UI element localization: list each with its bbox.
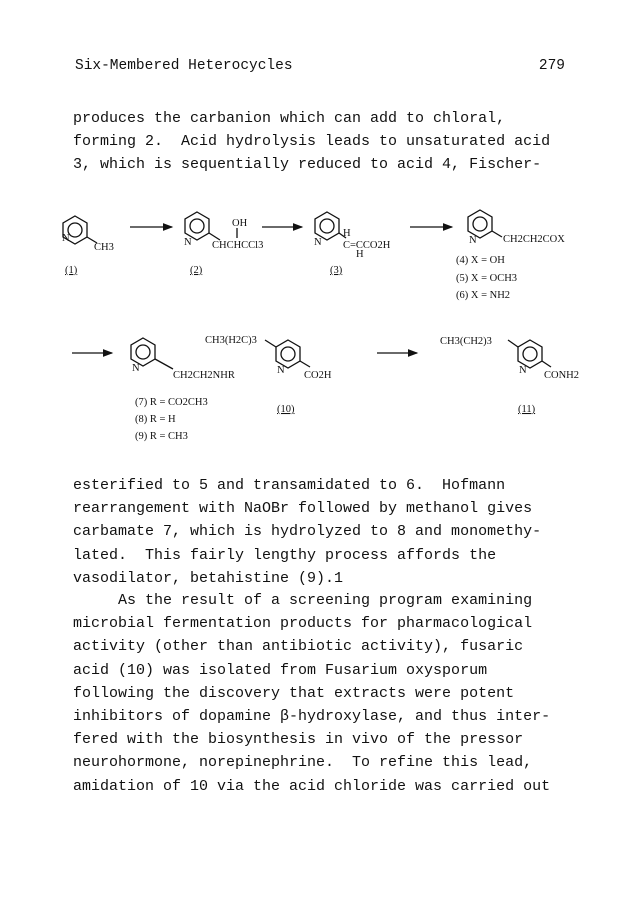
hydroxyl-group: OH [232,218,248,229]
pyridine-ring-3 [315,212,339,240]
acrylic-acid-chain: C=CCO2H [343,240,391,251]
trichloro-chain: CHCHCCl3 [212,240,264,251]
vinyl-hydrogen: H [356,249,364,260]
compound-label-4: (4) X = OH [456,255,505,266]
nitrogen-label: N [519,365,527,376]
compound-label-7: (7) R = CO2CH3 [135,397,208,408]
text-line: fered with the biosynthesis in vivo of the pressor [73,731,524,749]
carboxyl-group: CO2H [304,370,332,381]
text-line: esterified to 5 and transamidated to 6. Hofmann [73,477,506,494]
compound-label-6: (6) X = NH2 [456,290,511,301]
nitrogen-label: N [184,237,192,248]
text-line: vasodilator, betahistine (9).1 [73,569,344,587]
methyl-group: CH3 [94,242,114,253]
pyridine-ring-10 [276,340,300,368]
nitrogen-label: N [469,235,477,246]
compound-label-2: (2) [190,265,203,276]
compound-label-11: (11) [518,404,536,415]
paragraph-3 [73,589,573,798]
nitrogen-label: N [314,237,322,248]
compound-label-10: (10) [277,404,295,415]
propanoyl-chain: CH2CH2COX [503,234,565,245]
pyridine-ring-11 [518,340,542,368]
text-line: lated. This fairly lengthy process affords the [73,546,497,564]
paragraph-2 [73,474,573,590]
text-line: inhibitors of dopamine β-hydroxylase, and thus inter- [73,708,551,726]
pyridine-ring-7 [131,338,155,366]
pyridine-ring-4 [468,210,492,238]
compound-label-1: (1) [65,265,78,276]
nitrogen-label: N [132,363,140,374]
text-line: forming 2. Acid hydrolysis leads to unsaturated acid [73,133,551,151]
header-title: Six-Membered Heterocycles [75,58,293,74]
compound-label-8: (8) R = H [135,414,176,425]
pyridine-ring-2 [185,212,209,240]
butyl-group: CH3(CH2)3 [440,336,492,347]
text-line: amidation of 10 via the acid chloride was carried out [73,777,551,795]
nitrogen-label: N [62,233,70,244]
text-line: microbial fermentation products for pharmacological [73,615,533,633]
text-line: activity (other than antibiotic activity), fusaric [73,638,524,656]
butyl-group: CH3(H2C)3 [205,335,257,346]
text-line: As the result of a screening program examining [73,592,533,609]
compound-label-9: (9) R = CH3 [135,431,188,442]
amide-group: CONH2 [544,370,580,381]
nitrogen-label: N [277,365,285,376]
page-number: 279 [538,58,565,74]
text-line: 3, which is sequentially reduced to acid 4, Fischer- [73,156,542,174]
text-line: produces the carbanion which can add to chloral, [73,110,506,127]
text-line: neurohormone, norepinephrine. To refine this lead, [73,754,533,772]
text-line: following the discovery that extracts were potent [73,684,515,702]
ethylamine-chain: CH2CH2NHR [173,370,235,381]
text-line: acid (10) was isolated from Fusarium oxysporum [73,661,488,679]
text-line: carbamate 7, which is hydrolyzed to 8 and monomethy- [73,523,542,541]
compound-label-3: (3) [330,265,343,276]
text-line: rearrangement with NaOBr followed by methanol gives [73,500,533,518]
vinyl-hydrogen: H [343,228,351,239]
compound-label-5: (5) X = OCH3 [456,273,518,284]
